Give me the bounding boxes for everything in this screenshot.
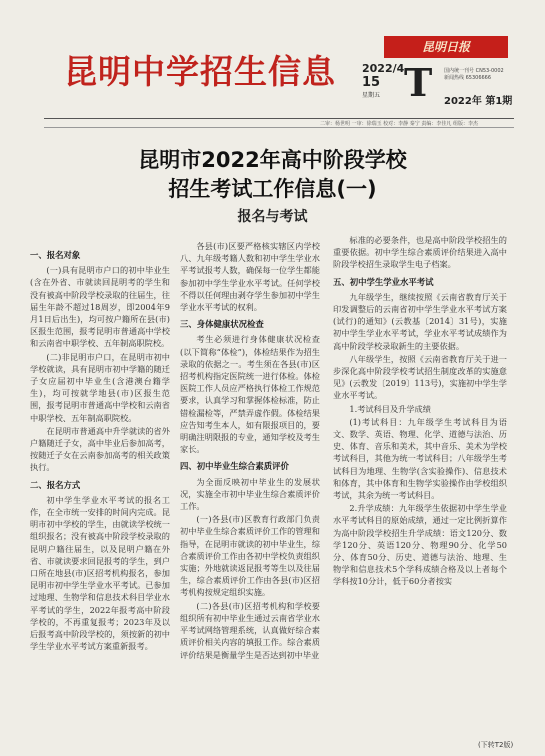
section-heading: 三、身体健康状况检查 bbox=[180, 319, 264, 330]
paragraph: 九年级学生，继续按照《云南省教育厅关于印发调整后的云南省初中学生学业水平考试方案(试行)的通知》(云教基〔2014〕31号)，实施初中学生学业水平考试，学业水平考试成绩作为高中阶段学校录取新生的主要依据。 bbox=[333, 291, 507, 351]
paragraph: 各县(市)区要严格核实辖区内学校八、九年级考籍人数和初中学生学业水平考试报考人数，确保每一位学生都能参加初中学生学业水平考试。任何学校不得以任何理由剥夺学生参加初中学生学业水平考试的权利。 bbox=[180, 241, 320, 313]
masthead-rule bbox=[44, 118, 514, 119]
masthead bbox=[44, 36, 514, 118]
paragraph: 为全面反映初中毕业生的发展状况，实施全市初中毕业生综合素质评价工作。 bbox=[180, 476, 320, 512]
headline-subtitle: 报名与考试 bbox=[237, 209, 308, 225]
paragraph: 初中学生学业水平考试的报名工作，在全市统一安排的时间内完成。昆明市初中学校的学生，由就读学校统一组织报名；没有被高中阶段学校录取的昆明户籍往届生，以及昆明户籍在外省、市就读要求回昆报考的学生，到户口所在地县(市)区招考机构报名，参加昆明市初中学生学业水平考试。已参加过地理、生物学和信息技术科目学业水平考试的学生，2022年报考高中阶段学校的，不再重复报考；2023年及以后报考高中阶段学校的，须按新的初中学生学业水平考试方案重新报考。 bbox=[30, 494, 170, 652]
paragraph: (一)具有昆明市户口的初中毕业生(含在外省、市就读回昆明考的学生和没有被高中阶段学校录取的往届生，往届生年龄不超过18周岁，即2004年9月1日后出生)，均可按户籍所在县(市)区报生范围，报考昆明市普通高中学校和云南省中职学校、五年制高职院校。 bbox=[30, 265, 170, 349]
issue-number: 2022年 第1期 bbox=[444, 96, 513, 107]
paragraph: (二)非昆明市户口，在昆明市初中学校就读，具有昆明市初中学籍的随迁子女应届初中毕业生(含港澳台籍学生)，均可按就学地县(市)区报生范围，报考昆明市普通高中学校和云南省中职学校、五年制高职院校。 bbox=[30, 351, 170, 423]
paragraph: (二)各县(市)区招考机构和学校要组织所有初中毕业生通过云南省学业水平考试网络管理系统，认真做好综合素质评价相关内容的填报工作。综合素质评价结果是衡量学生是否达到初中毕业 bbox=[180, 600, 320, 660]
paragraph: (1)考试科目：九年级学生考试科目为语文、数学、英语、物理、化学、道德与法治、历史、体育、音乐和美术，其中音乐、美术为学校考试科目，其他为统一考试科目；八年级学生考试科目为地理、生物学(含实验操作)、信息技术和体育，其中体育和生物学实验操作由学校组织考试，其余为统一考试科目。 bbox=[333, 416, 507, 501]
masthead-title: 昆明中学招生信息 bbox=[64, 52, 336, 91]
meta-line-1: 国内统一刊号 CN53-0002 bbox=[444, 68, 504, 74]
paragraph: 1.考试科目及升学成绩 bbox=[349, 403, 431, 414]
paragraph: 2.升学成绩：九年级学生依据初中学生学业水平考试科目的原始成绩，通过一定比例折算作为高中阶段学校招生升学成绩：语文120分、数学120分、英语120分、物理90分、化学50分、体育50分、历史、道德与法治、地理、生物学和信息技术5个学科成绩合格及以上者每个学科按10分计，低于60分者按实 bbox=[333, 503, 507, 587]
section-heading: 五、初中学生学业水平考试 bbox=[333, 276, 434, 287]
article-column-1 bbox=[30, 244, 170, 654]
credits-rule bbox=[44, 127, 514, 128]
meta-line-2: 新闻热线 65306666 bbox=[444, 75, 492, 81]
paragraph: 考生必须进行身体健康状况检查(以下简称“体检”)，体检结果作为招生录取的依据之一。考生须在各县(市)区招考机构指定医院统一进行体检。体检医院工作人员应严格执行体检工作规范要求，认真学习和掌握体检标准，防止错检漏检等，严禁弄虚作假。体检结果应告知考生本人，如有限报项目的，要明确注明限报的专业，通知学校及考生家长。 bbox=[180, 334, 320, 455]
paragraph: 标准的必要条件，也是高中阶段学校招生的重要依据。初中学生综合素质评价结果进入高中阶段学校招生录取学生电子档案。 bbox=[333, 235, 507, 270]
editor-credits: 二审：杨世明 一审：徐瑞玉 校对：李静 秦宁 责编：李佳凡 组版：李杰 bbox=[320, 121, 478, 127]
newspaper-logo: 昆明日报 bbox=[384, 36, 508, 58]
date-year-month: 2022/4 bbox=[362, 62, 405, 75]
publication-meta bbox=[444, 68, 504, 82]
section-heading: 四、初中毕业生综合素质评价 bbox=[180, 461, 289, 472]
paragraph: 八年级学生，按照《云南省教育厅关于进一步深化高中阶段学校考试招生制度改革的实施意见》(云教发〔2019〕113号)，实施初中学生学业水平考试。 bbox=[333, 353, 507, 401]
date-block bbox=[362, 62, 405, 99]
article-column-3 bbox=[333, 234, 507, 589]
paragraph: 在昆明市普通高中升学就读的省外户籍随迁子女，高中毕业后参加高考，按随迁子女在云南参加高考的相关政策执行。 bbox=[30, 425, 170, 473]
article-column-2 bbox=[180, 240, 320, 662]
section-heading: 二、报名方式 bbox=[30, 479, 81, 490]
date-weekday: 星期五 bbox=[362, 92, 381, 99]
section-letter: T bbox=[404, 60, 433, 105]
continued-note: (下转T2版) bbox=[478, 741, 514, 749]
date-day: 15 bbox=[362, 75, 381, 90]
paragraph: (一)各县(市)区教育行政部门负责初中毕业生综合素质评价工作的管理和指导，在昆明市就读的初中毕业生，综合素质评价工作由各初中学校负责组织实施；外地就读返昆报考等生以及往届生，综合素质评价工作由各县(市)区招考机构按规定组织实施。 bbox=[180, 514, 320, 598]
headline-line-2: 招生考试工作信息(一) bbox=[168, 177, 377, 201]
section-heading: 一、报名对象 bbox=[30, 250, 81, 260]
headline-line-1: 昆明市2022年高中阶段学校 bbox=[138, 148, 407, 172]
